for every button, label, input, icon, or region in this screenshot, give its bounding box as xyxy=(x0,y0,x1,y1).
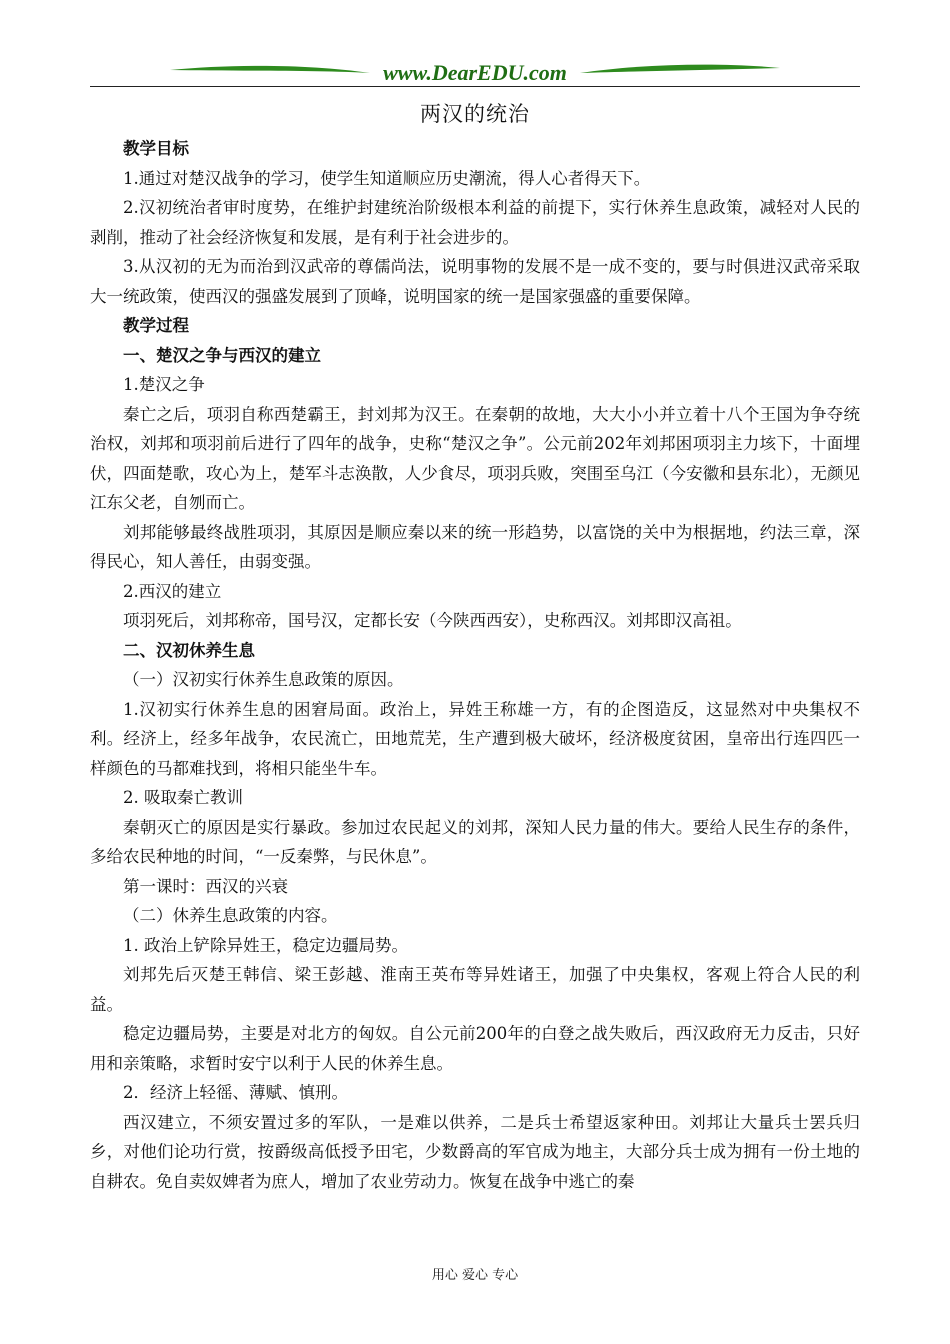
document-title: 两汉的统治 xyxy=(420,102,530,126)
body-paragraph: （一）汉初实行休养生息政策的原因。 xyxy=(123,670,404,689)
section-heading: 教学过程 xyxy=(123,316,189,335)
body-paragraph: 刘邦能够最终战胜项羽，其原因是顺应秦以来的统一形趋势，以富饶的关中为根据地，约法三章，深得民心，知人善任，由弱变强。 xyxy=(90,522,860,571)
body-paragraph: 项羽死后，刘邦称帝，国号汉，定都长安（今陕西西安），史称西汉。刘邦即汉高祖。 xyxy=(123,611,742,630)
body-paragraph: 1. 政治上铲除异姓王，稳定边疆局势。 xyxy=(123,935,408,955)
body-paragraph: 第一课时：西汉的兴衰 xyxy=(123,876,288,896)
section-heading: 一、楚汉之争与西汉的建立 xyxy=(123,345,321,365)
site-logo-banner xyxy=(170,58,780,86)
body-paragraph: 2．经济上轻徭、薄赋、慎刑。 xyxy=(123,1083,348,1102)
left-swoosh xyxy=(170,66,370,73)
body-paragraph: 秦亡之后，项羽自称西楚霸王，封刘邦为汉王。在秦朝的故地，大大小小并立着十八个王国为争夺统治权，刘邦和项羽前后进行了四年的战争，史称“楚汉之争”。公元前202年刘邦困项羽主力垓下，十面埋伏，四面楚歌，攻心为上，楚军斗志涣散，人少食尽，项羽兵败，突围至乌江（今安徽和县东北），无颜见江东父老，自刎而亡。 xyxy=(90,404,860,512)
site-header xyxy=(90,58,860,90)
body-paragraph: 秦朝灭亡的原因是实行暴政。参加过农民起义的刘邦，深知人民力量的伟大。要给人民生存的条件，多给农民种地的时间，“一反秦弊，与民休息”。 xyxy=(90,817,860,866)
body-paragraph: 西汉建立，不须安置过多的军队，一是难以供养，二是兵士希望返家种田。刘邦让大量兵士罢兵归乡，对他们论功行赏，按爵级高低授予田宅，少数爵高的军官成为地主，大部分兵士成为拥有一份土地的自耕农。免自卖奴婢者为庶人，增加了农业劳动力。恢复在战争中逃亡的秦 xyxy=(90,1112,860,1191)
body-paragraph: 1.汉初实行休养生息的困窘局面。政治上，异姓王称雄一方，有的企图造反，这显然对中央集权不利。经济上，经多年战争，农民流亡，田地荒芜，生产遭到极大破坏，经济极度贫困，皇帝出行连四匹一样颜色的马都难找到，将相只能坐牛车。 xyxy=(90,699,860,778)
body-paragraph: 1.楚汉之争 xyxy=(123,375,205,394)
body-paragraph: 稳定边疆局势，主要是对北方的匈奴。自公元前200年的白登之战失败后，西汉政府无力反击，只好用和亲策略，求暂时安宁以利于人民的休养生息。 xyxy=(90,1024,860,1073)
body-paragraph: 2. 吸取秦亡教训 xyxy=(123,788,243,807)
section-heading: 教学目标 xyxy=(123,139,189,158)
body-paragraph: 3.从汉初的无为而治到汉武帝的尊儒尚法，说明事物的发展不是一成不变的，要与时俱进汉武帝采取大一统政策，使西汉的强盛发展到了顶峰，说明国家的统一是国家强盛的重要保障。 xyxy=(90,257,860,306)
footer-text: 用心 爱心 专心 xyxy=(431,1268,519,1283)
site-logo-text: www.DearEDU.com xyxy=(383,60,567,85)
body-paragraph: 2.西汉的建立 xyxy=(123,581,222,601)
body-paragraph: （二）休养生息政策的内容。 xyxy=(123,906,338,925)
right-swoosh xyxy=(580,65,780,73)
body-paragraph: 2.汉初统治者审时度势，在维护封建统治阶级根本利益的前提下，实行休养生息政策，减轻对人民的剥削，推动了社会经济恢复和发展，是有利于社会进步的。 xyxy=(90,198,860,247)
body-paragraph: 1.通过对楚汉战争的学习，使学生知道顺应历史潮流，得人心者得天下。 xyxy=(123,168,651,188)
header-rule xyxy=(90,86,860,87)
section-heading: 二、汉初休养生息 xyxy=(123,640,255,660)
document-body xyxy=(90,134,860,1196)
body-paragraph: 刘邦先后灭楚王韩信、梁王彭越、淮南王英布等异姓诸王，加强了中央集权，客观上符合人民的利益。 xyxy=(90,965,860,1014)
